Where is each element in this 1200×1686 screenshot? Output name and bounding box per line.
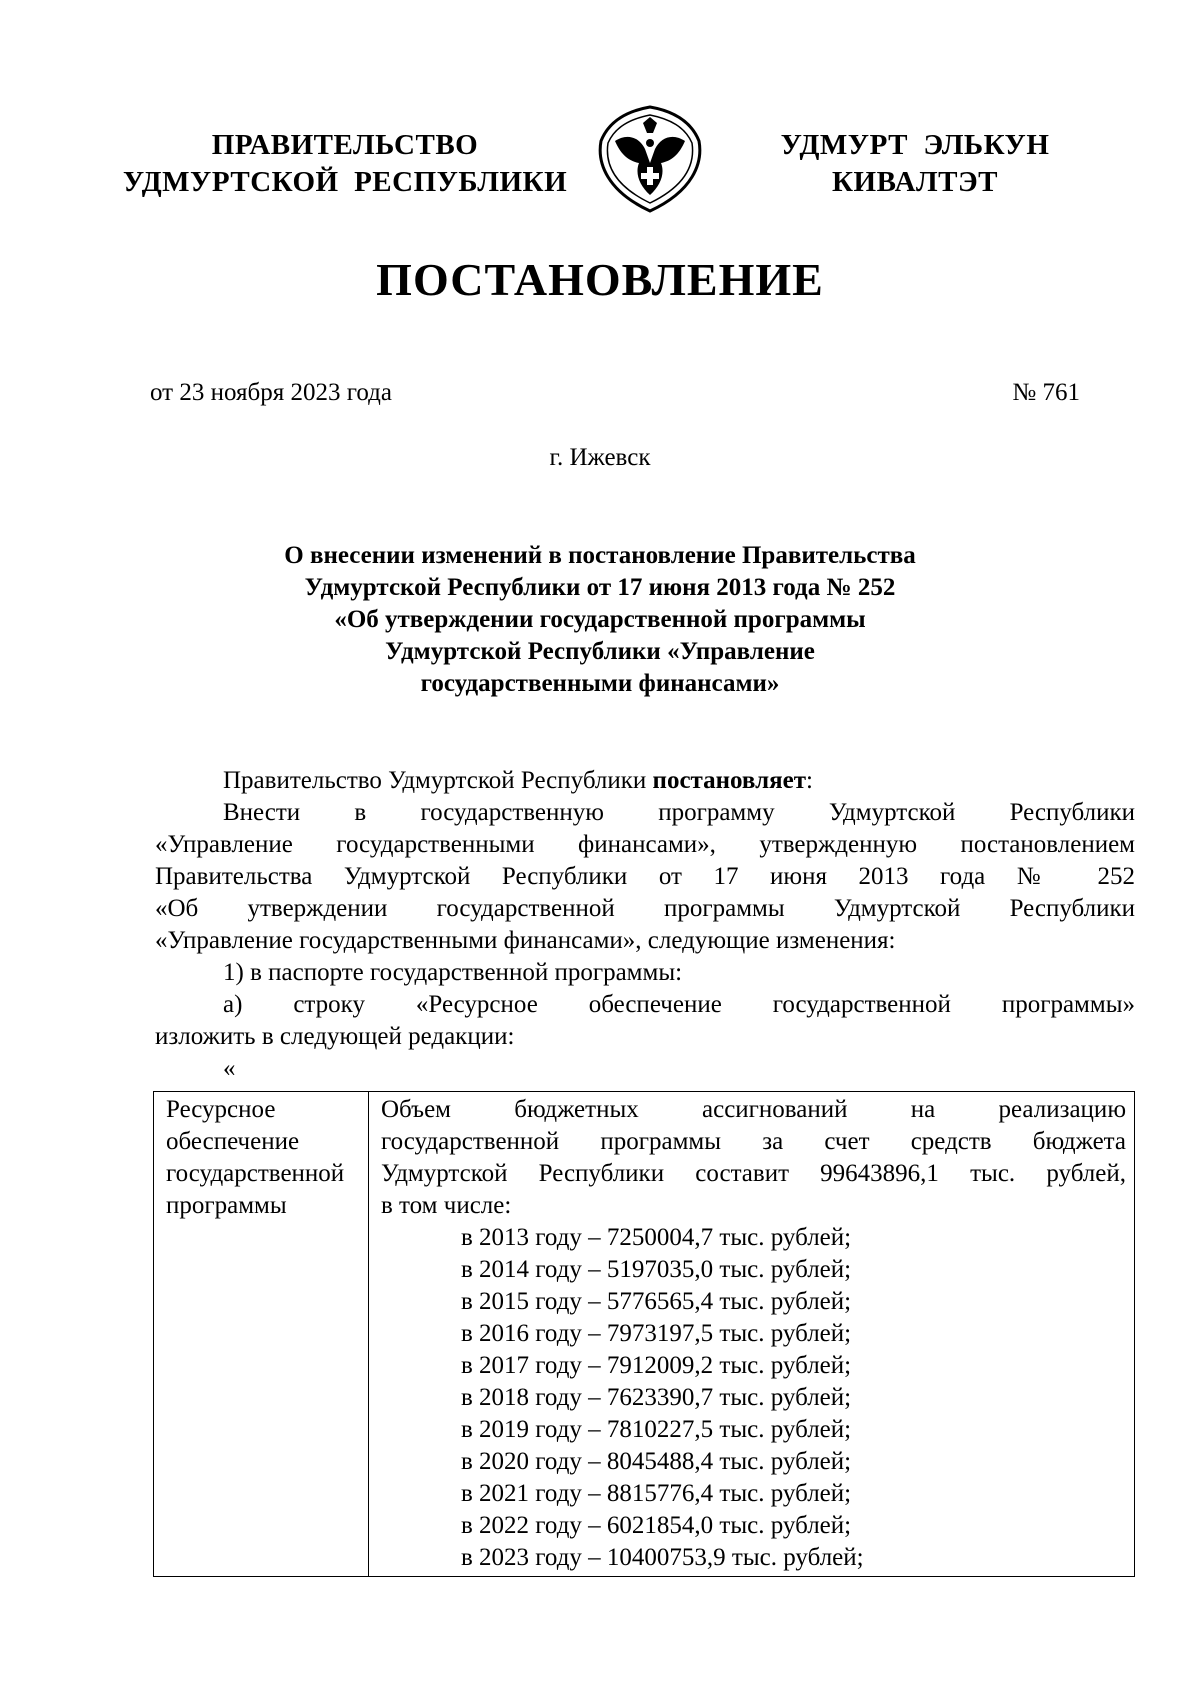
year-allocation: в 2019 году – 7810227,5 тыс. рублей; <box>461 1416 852 1443</box>
list-item-a-line: изложить в следующей редакции: <box>155 1023 515 1050</box>
paragraph-line: «Управление государственными финансами», утвержденную постановлением <box>155 831 1135 858</box>
document-city: г. Ижевск <box>549 444 651 471</box>
paragraph-line: «Управление государственными финансами», следующие изменения: <box>155 927 896 954</box>
list-item-1: 1) в паспорте государственной программы: <box>223 959 683 986</box>
org-name-russian-line-1: ПРАВИТЕЛЬСТВО <box>211 129 479 161</box>
document-type-heading: ПОСТАНОВЛЕНИЕ <box>376 254 824 305</box>
org-name-udmurt <box>760 127 1070 201</box>
title-line: государственными финансами» <box>420 670 780 697</box>
year-allocation: в 2018 году – 7623390,7 тыс. рублей; <box>461 1384 852 1411</box>
year-allocation: в 2014 году – 5197035,0 тыс. рублей; <box>461 1256 852 1283</box>
year-allocation: в 2013 году – 7250004,7 тыс. рублей; <box>461 1224 852 1251</box>
org-name-udmurt-line-2: КИВАЛТЭТ <box>831 166 998 198</box>
year-allocation: в 2021 году – 8815776,4 тыс. рублей; <box>461 1480 852 1507</box>
table-cell-content <box>369 1092 1135 1577</box>
decree-verb: постановляет <box>652 767 807 794</box>
resource-table <box>153 1091 1135 1577</box>
org-name-russian-line-2: УДМУРТСКОЙ РЕСПУБЛИКИ <box>122 166 568 198</box>
table-row <box>154 1092 1135 1577</box>
decree-intro: Правительство Удмуртской Республики <box>223 767 653 794</box>
title-line: «Об утверждении государственной программы <box>334 606 866 633</box>
org-name-udmurt-line-1: УДМУРТ ЭЛЬКУН <box>780 129 1050 161</box>
year-allocation: в 2017 году – 7912009,2 тыс. рублей; <box>461 1352 852 1379</box>
title-line: О внесении изменений в постановление Правительства <box>284 542 916 569</box>
cell-line: Удмуртской Республики составит 99643896,1 тыс. рублей, <box>381 1160 1126 1187</box>
year-allocation: в 2023 году – 10400753,9 тыс. рублей; <box>461 1544 864 1571</box>
document-title <box>200 540 1000 700</box>
cell-line: Объем бюджетных ассигнований на реализацию <box>381 1096 1126 1123</box>
cell-line: обеспечение <box>166 1128 300 1155</box>
title-line: Удмуртской Республики «Управление <box>385 638 815 665</box>
paragraph-line: Правительства Удмуртской Республики от 17 июня 2013 года № 252 <box>155 863 1135 890</box>
document-body <box>155 765 1135 1081</box>
cell-line: в том числе: <box>381 1192 512 1219</box>
paragraph-line: Внести в государственную программу Удмуртской Республики <box>223 799 1135 826</box>
cell-line: Ресурсное <box>166 1096 276 1123</box>
udmurt-coat-of-arms-emblem <box>595 103 705 215</box>
opening-quote: « <box>223 1055 236 1082</box>
document-date: от 23 ноября 2023 года <box>150 379 392 406</box>
cell-line: государственной <box>166 1160 345 1187</box>
year-allocation: в 2016 году – 7973197,5 тыс. рублей; <box>461 1320 852 1347</box>
year-allocation: в 2015 году – 5776565,4 тыс. рублей; <box>461 1288 852 1315</box>
year-allocation: в 2022 году – 6021854,0 тыс. рублей; <box>461 1512 852 1539</box>
title-line: Удмуртской Республики от 17 июня 2013 года № 252 <box>304 574 896 601</box>
cell-line: программы <box>166 1192 287 1219</box>
year-allocation: в 2020 году – 8045488,4 тыс. рублей; <box>461 1448 852 1475</box>
list-item-a-line: а) строку «Ресурсное обеспечение государственной программы» <box>223 991 1135 1018</box>
emblem-icon <box>595 103 705 215</box>
org-name-russian <box>115 127 575 201</box>
table-cell-label <box>154 1092 369 1577</box>
decree-colon: : <box>806 767 813 794</box>
cell-line: государственной программы за счет средств бюджета <box>381 1128 1126 1155</box>
paragraph-line: «Об утверждении государственной программы Удмуртской Республики <box>155 895 1135 922</box>
document-number: № 761 <box>1012 379 1080 406</box>
decree-statement <box>155 765 1135 797</box>
